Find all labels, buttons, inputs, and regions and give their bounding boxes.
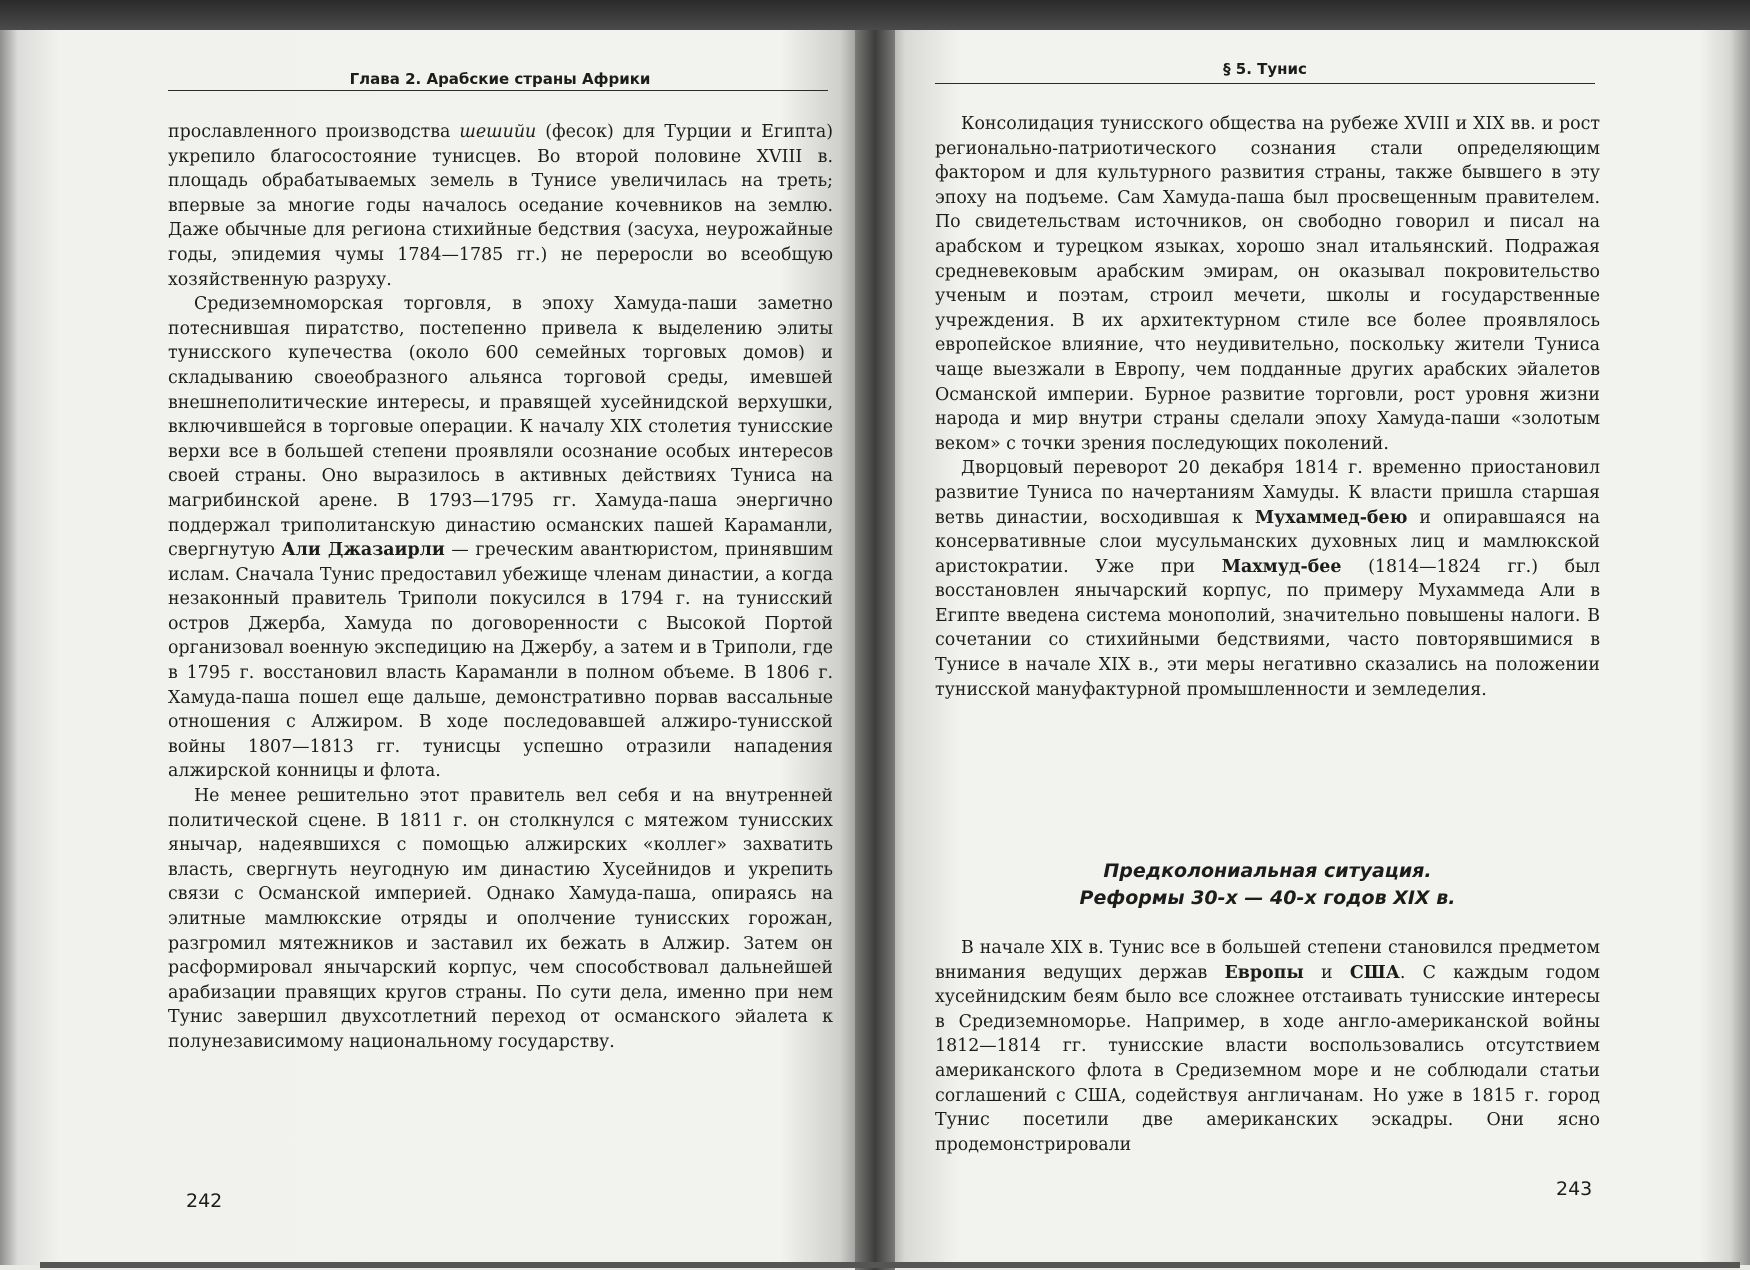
bold-term: США (1349, 962, 1400, 983)
text-run: (фесок) для Турции и Египта) укрепило благосостояние тунисцев. Во второй половине XVIII в. площадь обрабатываемых земель в Тунисе увеличилась на треть; впервые за многие годы началось оседание кочевников на землю. Даже обычные для региона стихийные бедствия (засуха, неурожайные годы, эпидемия чумы 1784—1785 гг.) не переросли во всеобщую хозяйственную разруху. (168, 122, 833, 290)
paragraph (168, 784, 833, 1055)
left-running-header: Глава 2. Арабские страны Африки (349, 70, 651, 88)
section-title-line1: Предколониальная ситуация. (1103, 860, 1432, 882)
text-run: В начале XIX в. Тунис все в большей степени становился предметом внимания ведущих держав (935, 938, 1600, 983)
right-text-column (935, 112, 1600, 702)
paragraph (168, 120, 833, 292)
left-header-rule (168, 90, 828, 91)
section-title (935, 858, 1600, 912)
bold-term: Али Джазаирли (281, 540, 445, 561)
paragraph (935, 112, 1600, 456)
scanner-top-edge (0, 0, 1750, 30)
text-run: и опиравшаяся на консервативные слои мусульманских духовных лиц и мамлюкской аристократии. Уже при (935, 507, 1600, 577)
right-header-rule (935, 83, 1595, 84)
bold-term: Махмуд-бее (1221, 556, 1342, 577)
bold-term: Мухаммед-бею (1254, 507, 1408, 528)
paragraph (168, 292, 833, 784)
left-text-column (168, 120, 833, 1055)
text-run: . С каждым годом хусейнидским беям было все сложнее отстаивать тунисские интересы в Средиземноморье. Например, в ходе англо-американской войны 1812—1814 гг. тунисские власти воспользовались отсутствием американского флота в Средиземном море и не соблюдали статьи соглашений с США, содействуя англичанам. Но уже в 1815 г. город Тунис посетили две американских эскадры. Они ясно продемонстрировали (935, 962, 1600, 1155)
scanner-bottom-edge (40, 1262, 1740, 1268)
text-run: Консолидация тунисского общества на рубеже XVIII и XIX вв. и рост регионально-патриотического сознания стали определяющим фактором и для культурного развития страны, также бывшего в эту эпоху на подъеме. Сам Хамуда-паша был просвещенным правителем. По свидетельствам источников, он свободно говорил и писал на арабском и турецком языках, хорошо знал итальянский. Подражая средневековым арабским эмирам, он оказывал покровительство ученым и поэтам, строил мечети, школы и государственные учреждения. В их архитектурном стиле все более проявлялось европейское влияние, что неудивительно, поскольку жители Туниса чаще выезжали в Европу, чем подданные других арабских эйалетов Османской империи. Бурное развитие торговли, рост уровня жизни народа и мир внутри страны сделали эпоху Хамуда-паши «золотым веком» с точки зрения последующих поколений. (935, 114, 1600, 454)
text-run: Не менее решительно этот правитель вел себя и на внутренней политической сцене. В 1811 г. он столкнулся с мятежом тунисских янычар, надеявшихся с помощью алжирских «коллег» захватить власть, свергнуть неугодную им династию Хусейнидов и укрепить связи с Османской империей. Однако Хамуда-паша, опираясь на элитные мамлюкские отряды и ополчение тунисских горожан, разгромил мятежников и заставил их бежать в Алжир. Затем он расформировал янычарский корпус, чем способствовал дальнейшей арабизации правящих кругов страны. По сути дела, именно при нем Тунис завершил двухсотлетний переход от османского эйалета к полунезависимому национальному государству. (168, 786, 833, 1052)
section-title-line2: Реформы 30-х — 40-х годов XIX в. (1079, 887, 1456, 909)
italic-term: шешийи (459, 122, 537, 142)
text-run: Средиземноморская торговля, в эпоху Хамуда-паши заметно потеснившая пиратство, постепенно привела к выделению элиты тунисского купечества (около 600 семейных торговых домов) и складыванию своеобразного альянса торговой среды, имевшей внешнеполитические интересы, и правящей хусейнидской верхушки, включившейся в торговые операции. К началу XIX столетия тунисские верхи все в большей степени проявляли осознание особых интересов своей страны. Оно выразилось в активных действиях Туниса на магрибинской арене. В 1793—1795 гг. Хамуда-паша энергично поддержал триполитанскую династию османских пашей Караманли, свергнутую (168, 294, 833, 561)
text-run: и (1303, 962, 1350, 983)
bold-term: Европы (1224, 962, 1304, 983)
text-run: прославленного производства (168, 122, 460, 142)
right-running-header: § 5. Тунис (1223, 60, 1307, 78)
text-run: — греческим авантюристом, принявшим ислам. Сначала Тунис предоставил убежище членам династии, а когда незаконный правитель Триполи покусился в 1794 г. на тунисский остров Джерба, Хамуда по договоренности с Высокой Портой организовал военную экспедицию на Джербу, а затем и в Триполи, где в 1795 г. восстановил власть Караманли в полном объеме. В 1806 г. Хамуда-паша пошел еще дальше, демонстративно порвав вассальные отношения с Алжиром. В ходе последовавшей алжиро-тунисской войны 1807—1813 гг. тунисцы успешно отразили нападения алжирской конницы и флота. (168, 540, 833, 782)
page-number-left: 242 (186, 1190, 223, 1212)
text-run: (1814—1824 гг.) был восстановлен янычарский корпус, по примеру Мухаммеда Али в Египте введена система монополий, значительно повышены налоги. В сочетании со стихийными бедствиями, часто повторявшимися в Тунисе в начале XIX в., эти меры негативно сказались на положении тунисской мануфактурной промышленности и земледелия. (935, 556, 1600, 700)
book-gutter (855, 30, 895, 1270)
page-number-right: 243 (1556, 1178, 1593, 1200)
text-run: Дворцовый переворот 20 декабря 1814 г. временно приостановил развитие Туниса по начертаниям Хамуды. К власти пришла старшая ветвь династии, восходившая к (935, 458, 1600, 528)
paragraph (935, 936, 1600, 1157)
paragraph (935, 456, 1600, 702)
right-section-text (935, 936, 1600, 1157)
